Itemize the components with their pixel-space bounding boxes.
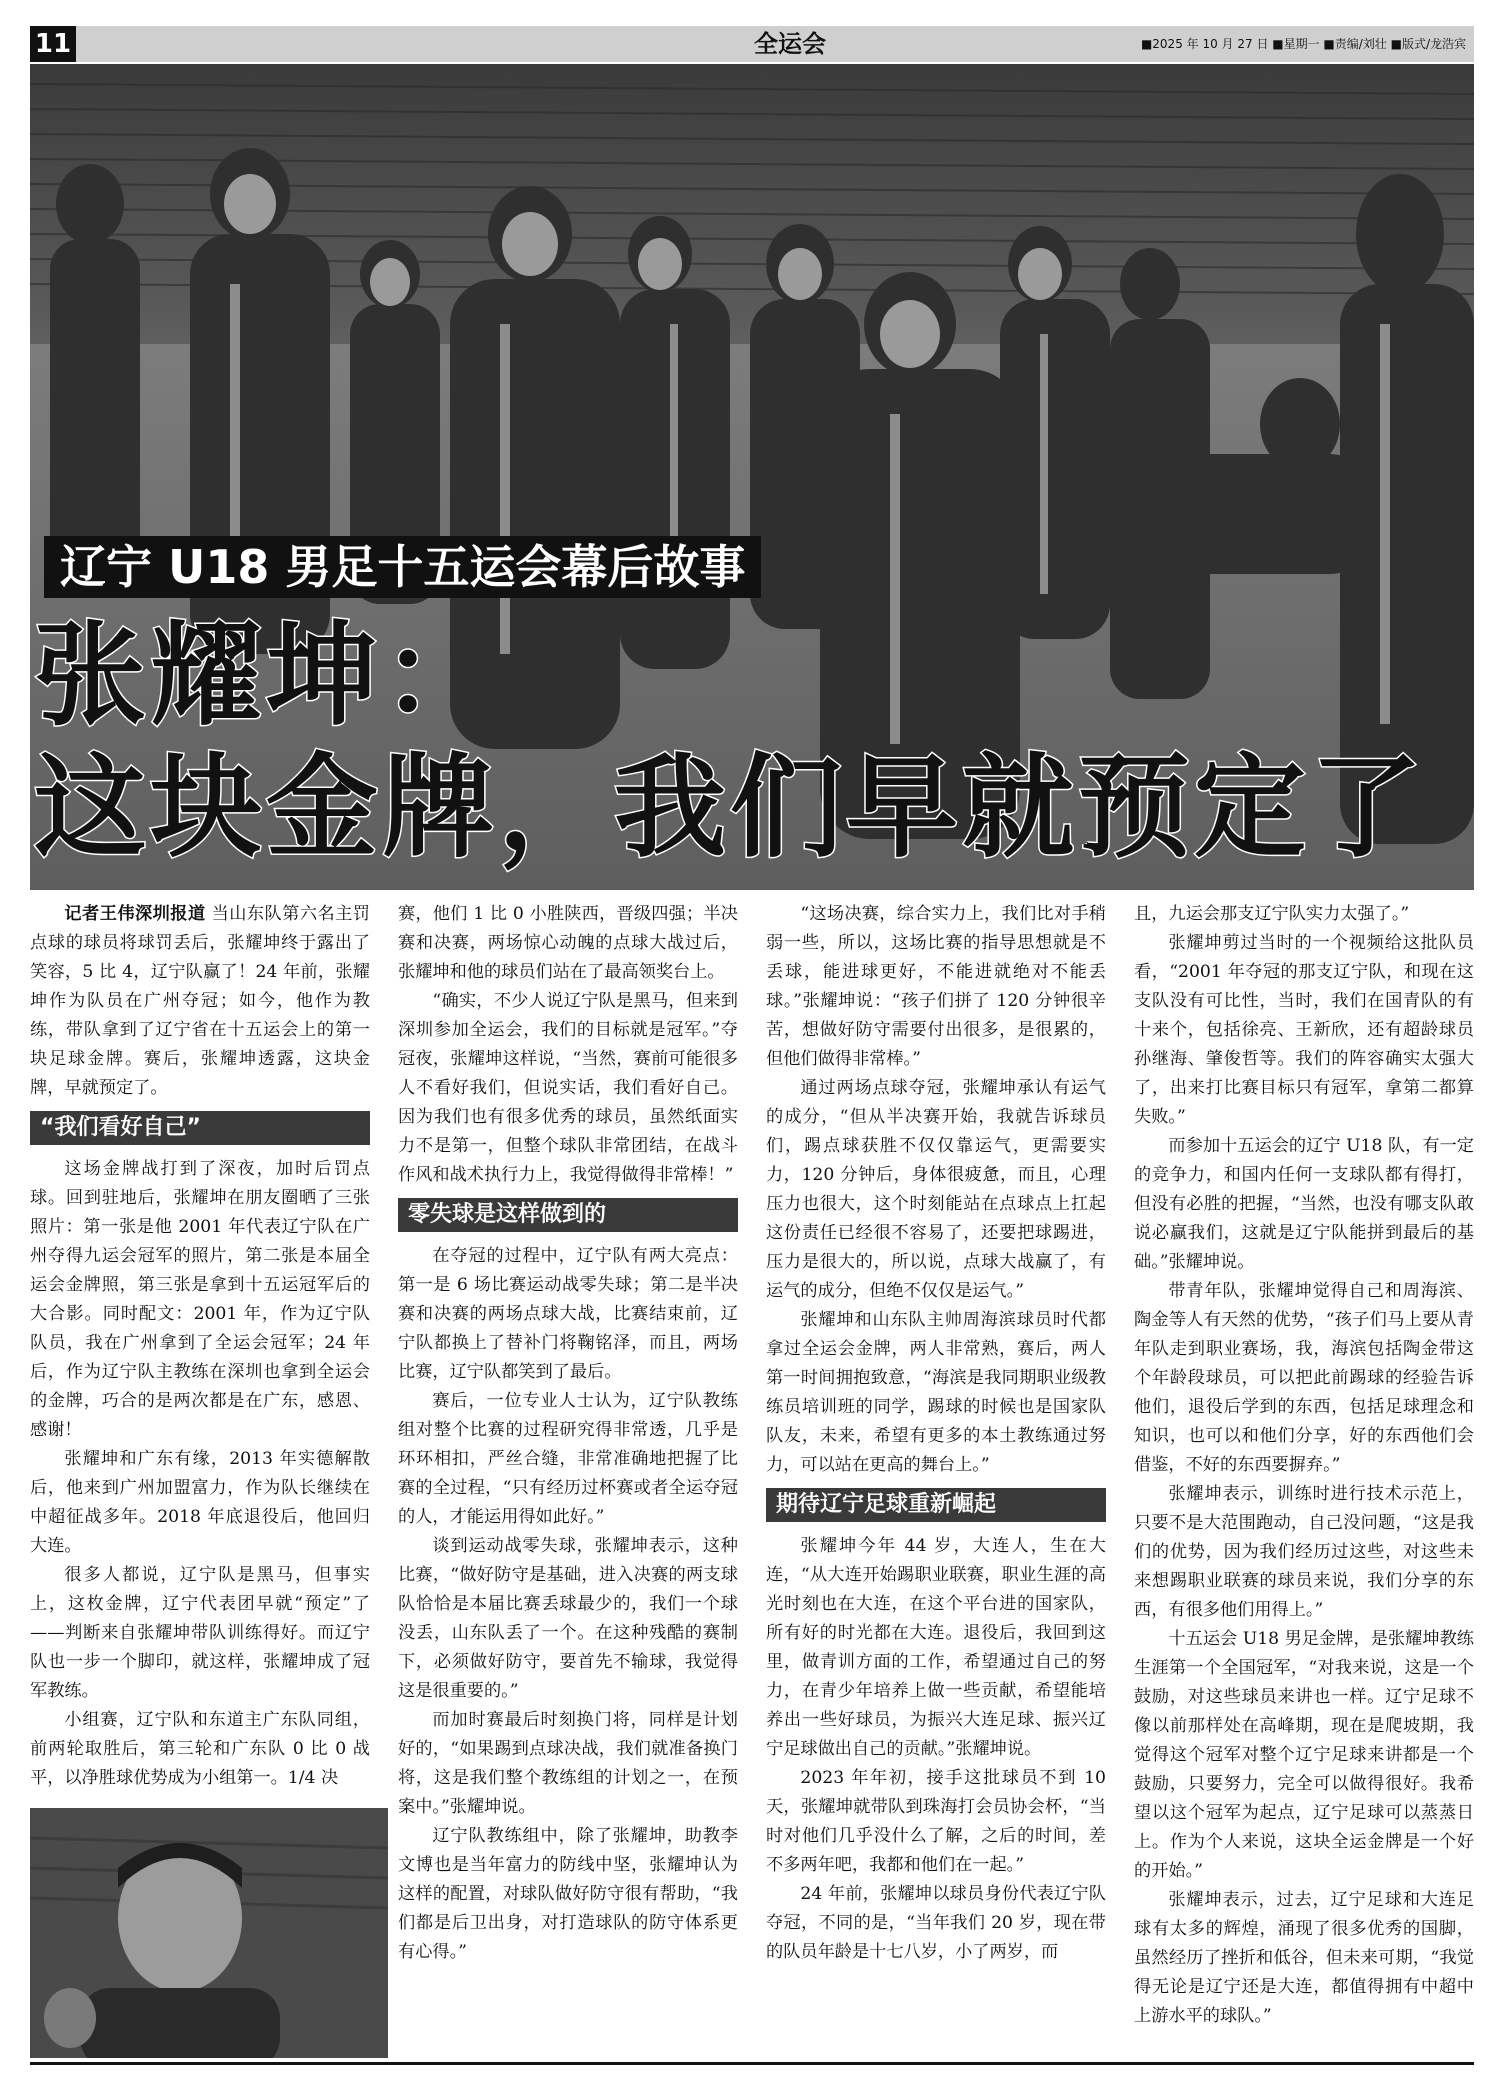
paragraph: 谈到运动战零失球，张耀坤表示，这种比赛，“做好防守是基础，进入决赛的两支球队恰恰是本届比赛丢球最少的，我们一个球没丢，山东队丢了一个。在这种残酷的赛制下，必须做好防守，要首先不输球，我觉得这是很重要的。” (398, 1536, 738, 1701)
section-title: 全运会 (754, 30, 826, 58)
paragraph: 赛，他们 1 比 0 小胜陕西，晋级四强；半决赛和决赛，两场惊心动魄的点球大战过后，张耀坤和他的球员们站在了最高领奖台上。 (398, 904, 738, 982)
headline-kicker: 辽宁 U18 男足十五运会幕后故事 (44, 536, 761, 598)
paragraph: 辽宁队教练组中，除了张耀坤，助教李文博也是当年富力的防线中坚，张耀坤认为这样的配置，对球队做好防守很有帮助，“我们都是后卫出身，对打造球队的防守体系更有心得。” (398, 1826, 738, 1962)
paragraph: 而加时赛最后时刻换门将，同样是计划好的，“如果踢到点球决战，我们就准备换门将，这是我们整个教练组的计划之一，在预案中。”张耀坤说。 (398, 1710, 738, 1817)
paragraph: 且，九运会那支辽宁队实力太强了。” (1134, 904, 1410, 924)
paragraph: 24 年前，张耀坤以球员身份代表辽宁队夺冠，不同的是，“当年我们 20 岁，现在带的队员年龄是十七八岁，小了两岁，而 (766, 1884, 1106, 1962)
subheading-2: 零失球是这样做到的 (398, 1198, 738, 1232)
bottom-rule (30, 2062, 1474, 2065)
subheading-1: “我们看好自己” (30, 1111, 370, 1145)
paragraph: 很多人都说，辽宁队是黑马，但事实上，这枚金牌，辽宁代表团早就“预定”了——判断来自张耀坤带队训练得好。而辽宁队也一步一个脚印，就这样，张耀坤成了冠军教练。 (30, 1565, 370, 1701)
paragraph: 带青年队，张耀坤觉得自己和周海滨、陶金等人有天然的优势，“孩子们马上要从青年队走到职业赛场，我，海滨包括陶金带这个年龄段球员，可以把此前踢球的经验告诉他们，退役后学到的东西，包括足球理念和知识，也可以和他们分享，好的东西他们会借鉴，不好的东西要摒弃。” (1134, 1281, 1474, 1475)
paragraph: 这场金牌战打到了深夜，加时后罚点球。回到驻地后，张耀坤在朋友圈晒了三张照片：第一张是他 2001 年代表辽宁队在广州夺得九运会冠军的照片，第二张是本届全运会金牌照，第三张是拿到十五运冠军后的大合影。同时配文：2001 年，作为辽宁队队员，我在广州拿到了全运会冠军；24 年后，作为辽宁队主教练在深圳也拿到全运会的金牌，巧合的是两次都是在广东，感恩、感谢！ (30, 1159, 370, 1440)
headline-line-1: 张耀坤： (34, 611, 498, 741)
paragraph: 张耀坤表示，过去，辽宁足球和大连足球有太多的辉煌，涌现了很多优秀的国脚，虽然经历了挫折和低谷，但未来可期，“我觉得无论是辽宁还是大连，都值得拥有中超中上游水平的球队。” (1134, 1890, 1474, 2026)
paragraph: 张耀坤表示，训练时进行技术示范上，只要不是大范围跑动，自己没问题，“这是我们的优势，因为我们经历过这些，对这些未来想踢职业联赛的球员来说，我们分享的东西，有很多他们用得上。” (1134, 1484, 1474, 1620)
paragraph: 小组赛，辽宁队和东道主广东队同组，前两轮取胜后，第三轮和广东队 0 比 0 战平，以净胜球优势成为小组第一。1/4 决 (30, 1710, 370, 1788)
article-column-3 (766, 900, 1106, 1967)
paragraph: 赛后，一位专业人士认为，辽宁队教练组对整个比赛的过程研究得非常透，几乎是环环相扣，严丝合缝，非常准确地把握了比赛的全过程，“只有经历过杯赛或者全运夺冠的人，才能运用得如此好。” (398, 1391, 738, 1527)
page-number: 11 (30, 26, 76, 62)
lead-text: 当山东队第六名主罚点球的球员将球罚丢后，张耀坤终于露出了笑容，5 比 4，辽宁队赢了！24 年前，张耀坤作为队员在广州夺冠；如今，他作为教练，带队拿到了辽宁省在十五运会上的第一块足球金牌。赛后，张耀坤透露，这块金牌，早就预定了。 (30, 904, 370, 1098)
subheading-3: 期待辽宁足球重新崛起 (766, 1488, 1106, 1522)
paragraph: “这场决赛，综合实力上，我们比对手稍弱一些，所以，这场比赛的指导思想就是不丢球，能进球更好，不能进就绝对不能丢球。”张耀坤说：“孩子们拼了 120 分钟很辛苦，想做好防守需要付出很多，是很累的，但他们做得非常棒。” (766, 904, 1106, 1069)
article-column-2 (398, 900, 738, 1967)
paragraph: 十五运会 U18 男足金牌，是张耀坤教练生涯第一个全国冠军，“对我来说，这是一个鼓励，对这些球员来讲也一样。辽宁足球不像以前那样处在高峰期，现在是爬坡期，我觉得这个冠军对整个辽宁足球来讲都是一个鼓励，只要努力，完全可以做得很好。我希望以这个冠军为起点，辽宁足球可以蒸蒸日上。作为个人来说，这块全运金牌是一个好的开始。” (1134, 1629, 1474, 1881)
paragraph: 张耀坤剪过当时的一个视频给这批队员看，“2001 年夺冠的那支辽宁队，和现在这支队没有可比性，当时，我们在国青队的有十来个，包括徐亮、王新欣，还有超龄球员孙继海、肇俊哲等。我们的阵容确实太强大了，出来打比赛目标只有冠军，拿第二都算失败。” (1134, 933, 1474, 1127)
paragraph: 2023 年年初，接手这批球员不到 10 天，张耀坤就带队到珠海打会员协会杯，“当时对他们几乎没什么了解，之后的时间，差不多两年吧，我都和他们在一起。” (766, 1768, 1106, 1875)
page-header (30, 26, 1474, 62)
article-column-1 (30, 900, 370, 1793)
paragraph: 张耀坤和山东队主帅周海滨球员时代都拿过全运会金牌，两人非常熟，赛后，两人第一时间拥抱致意，“海滨是我同期职业级教练员培训班的同学，踢球的时候也是国家队队友，未来，希望有更多的本土教练通过努力，可以站在更高的舞台上。” (766, 1310, 1106, 1475)
issue-meta: ■2025 年 10 月 27 日 ■星期一 ■责编/刘壮 ■版式/龙浩宾 (1140, 37, 1466, 51)
paragraph: 在夺冠的过程中，辽宁队有两大亮点：第一是 6 场比赛运动战零失球；第二是半决赛和决赛的两场点球大战，比赛结束前，辽宁队都换上了替补门将鞠铭泽，而且，两场比赛，辽宁队都笑到了最后。 (398, 1246, 738, 1382)
article-column-4 (1134, 900, 1474, 2031)
coach-portrait-photo (30, 1808, 388, 2058)
byline: 记者王伟深圳报道 (64, 904, 206, 924)
paragraph: 张耀坤今年 44 岁，大连人，生在大连，“从大连开始踢职业联赛，职业生涯的高光时刻也在大连，在这个平台进的国家队，所有好的时光都在大连。退役后，我回到这里，做青训方面的工作，希望通过自己的努力，在青少年培养上做一些贡献，希望能培养出一些好球员，为振兴大连足球、振兴辽宁足球做出自己的贡献。”张耀坤说。 (766, 1536, 1106, 1759)
headline-line-2: 这块金牌，我们早就预定了 (34, 743, 1426, 873)
lead-paragraph (30, 900, 370, 1103)
paragraph: 张耀坤和广东有缘，2013 年实德解散后，他来到广州加盟富力，作为队长继续在中超征战多年。2018 年底退役后，他回归大连。 (30, 1449, 370, 1556)
paragraph: “确实，不少人说辽宁队是黑马，但来到深圳参加全运会，我们的目标就是冠军。”夺冠夜，张耀坤这样说，“当然，赛前可能很多人不看好我们，但说实话，我们看好自己。因为我们也有很多优秀的球员，虽然纸面实力不是第一，但整个球队非常团结，在战斗作风和战术执行力上，我觉得做得非常棒！” (398, 991, 738, 1185)
paragraph: 通过两场点球夺冠，张耀坤承认有运气的成分，“但从半决赛开始，我就告诉球员们，踢点球获胜不仅仅靠运气，更需要实力，120 分钟后，身体很疲惫，而且，心理压力也很大，这个时刻能站在点球点上扛起这份责任已经很不容易了，还要把球踢进，压力是很大的，所以说，点球大战赢了，有运气的成分，但绝不仅仅是运气。” (766, 1078, 1106, 1301)
paragraph: 而参加十五运会的辽宁 U18 队，有一定的竞争力，和国内任何一支球队都有得打，但没有必胜的把握，“当然，也没有哪支队敢说必赢我们，这就是辽宁队能拼到最后的基础。”张耀坤说。 (1134, 1136, 1474, 1272)
portrait-image (30, 1808, 388, 2058)
